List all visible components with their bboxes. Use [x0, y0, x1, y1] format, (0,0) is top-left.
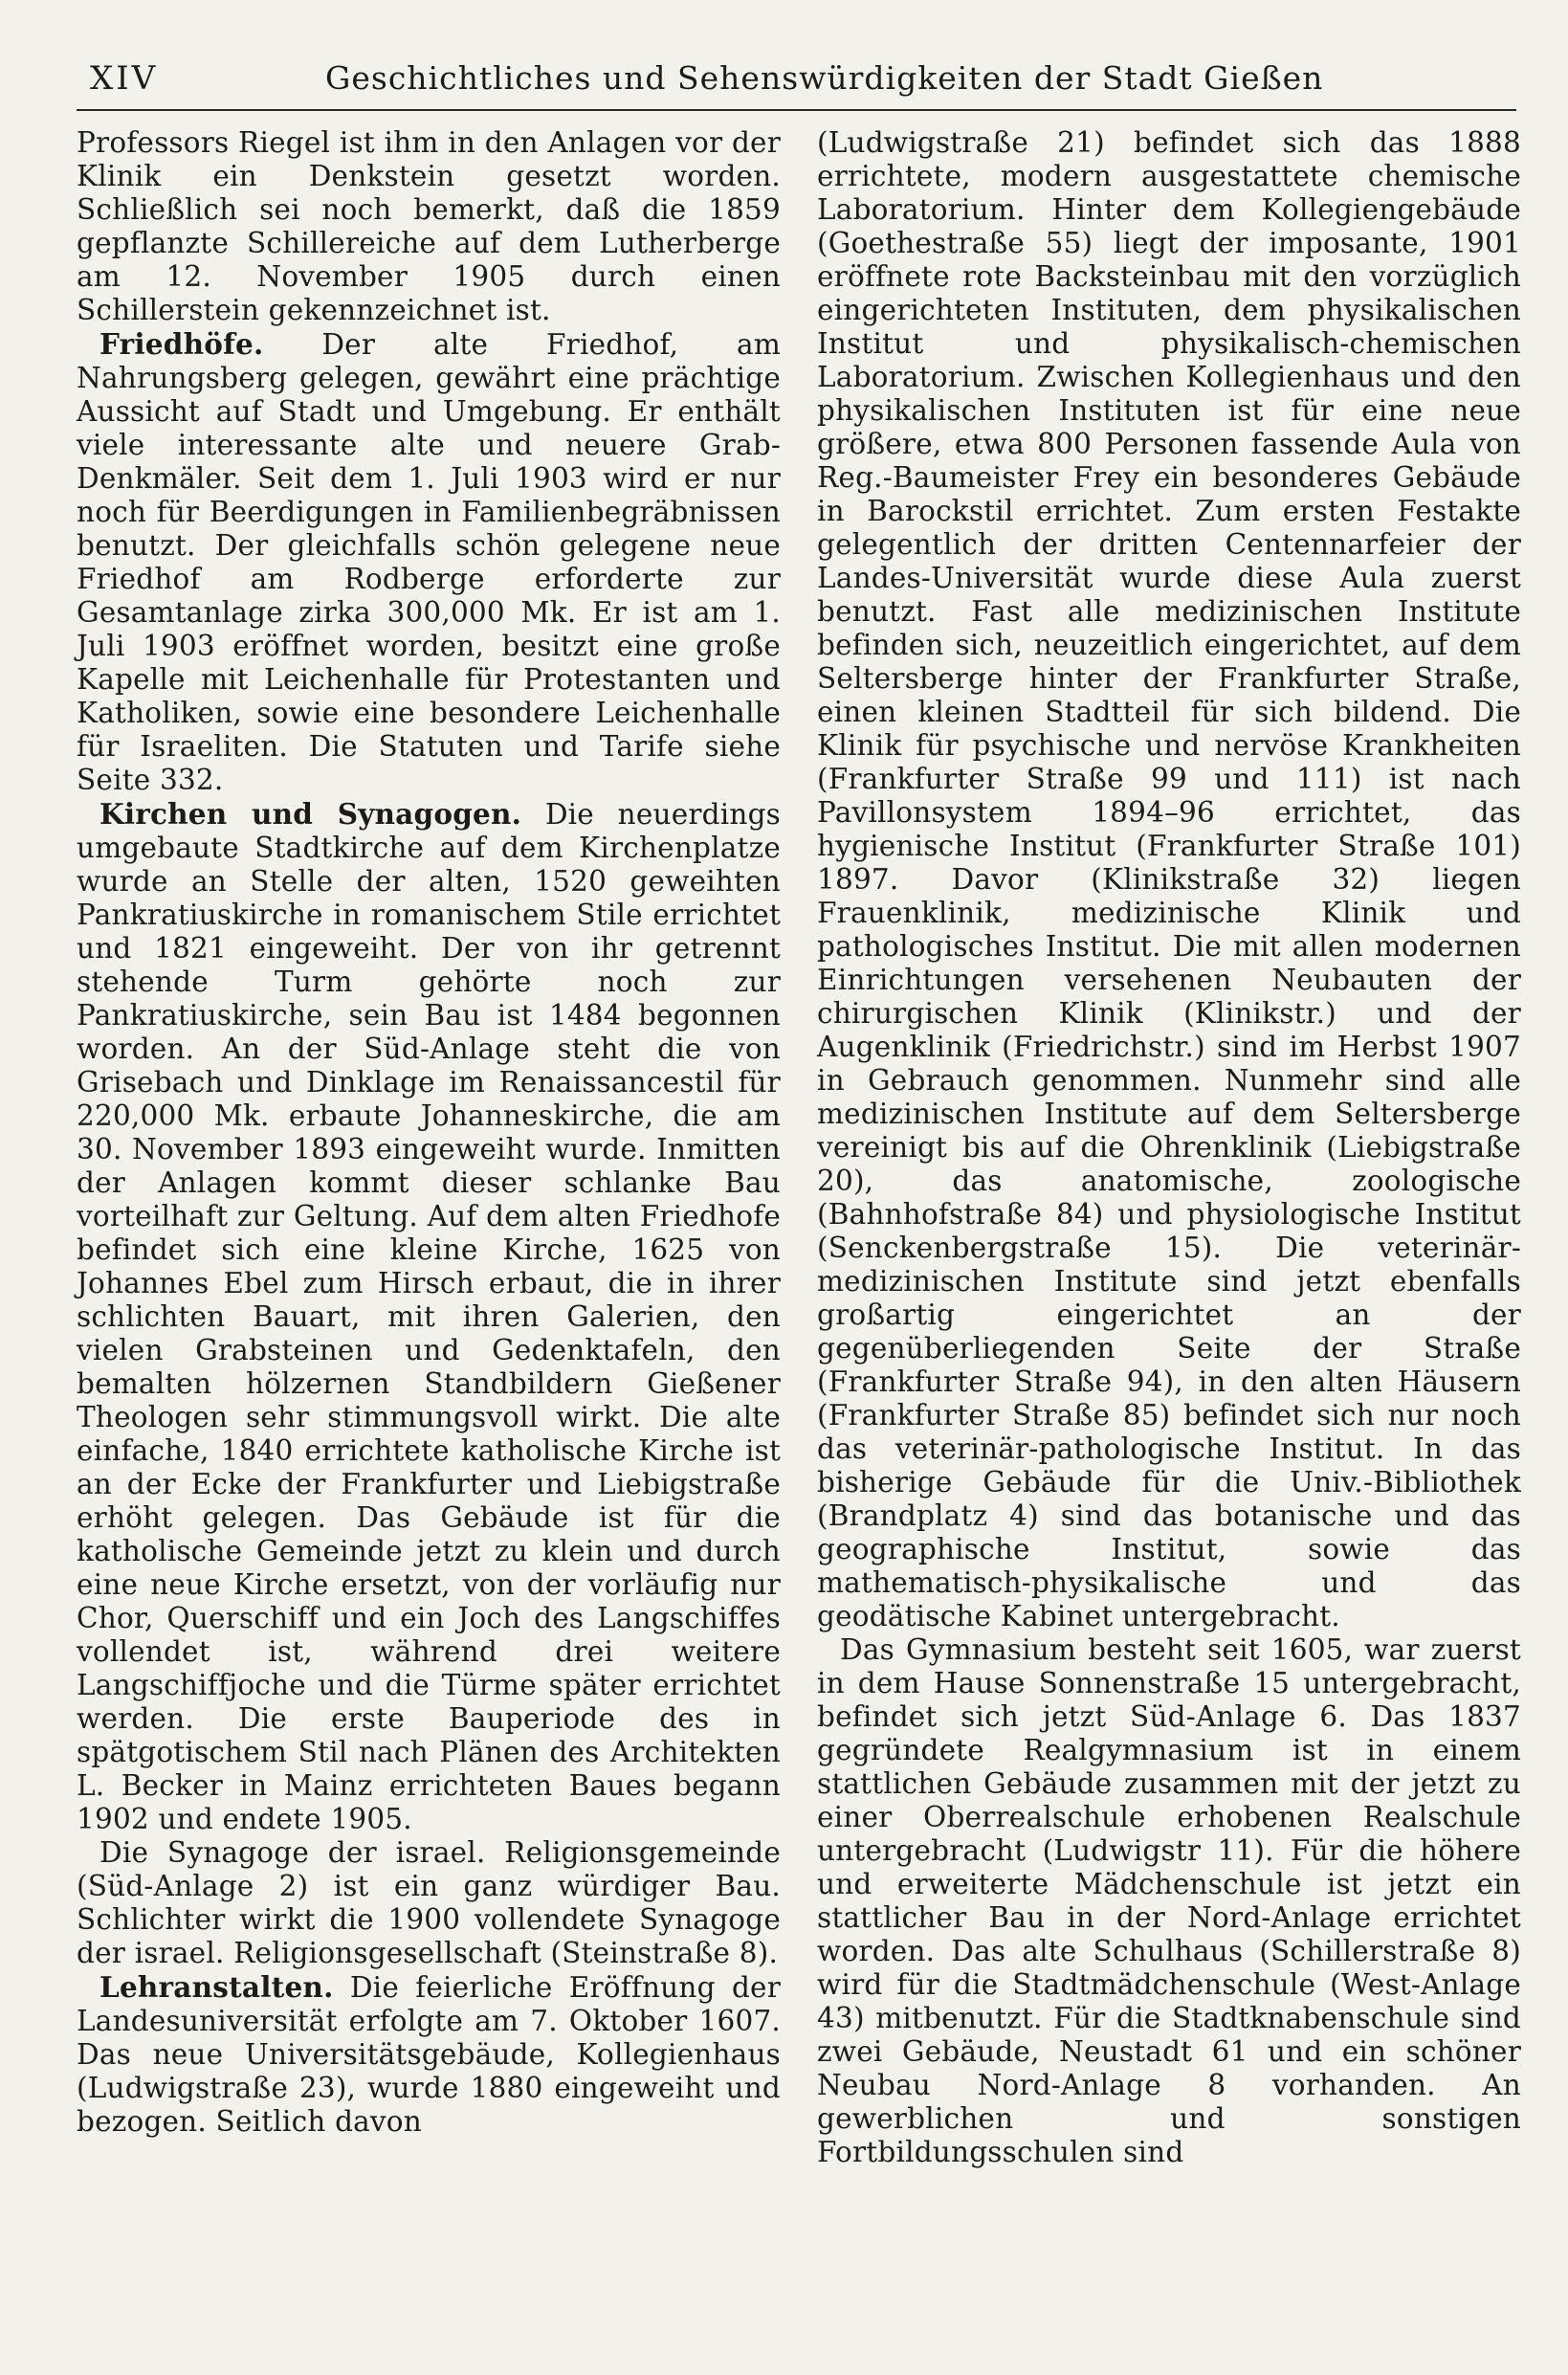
page-number: XIV — [90, 59, 159, 98]
heading-kirchen: Kirchen und Synagogen. — [99, 797, 522, 831]
paragraph-friedhoefe — [77, 327, 781, 797]
running-title: Geschichtliches und Sehenswürdigkeiten der Stadt Gießen — [325, 59, 1324, 97]
text-kirchen: Die neuerdings umgebaute Stadtkirche auf dem Kirchenplatze wurde an Stelle der alten, 1520 geweihten Pankratiuskirche in romanischem Stile errichtet und 1821 eingeweiht. Der von ihr getrennt stehende Turm gehörte noch zur Pankratiuskirche, sein Bau ist 1484 begonnen worden. An der Süd-Anlage steht die von Grisebach und Dinklage im Renaissancestil für 220,000 Mk. erbaute Johanneskirche, die am 30. November 1893 eingeweiht wurde. Inmitten der Anlagen kommt dieser schlanke Bau vorteilhaft zur Geltung. Auf dem alten Friedhofe befindet sich eine kleine Kirche, 1625 von Johannes Ebel zum Hirsch erbaut, die in ihrer schlichten Bauart, mit ihren Galerien, den vielen Grabsteinen und Gedenktafeln, den bemalten hölzernen Standbildern Gießener Theologen sehr stimmungsvoll wirkt. Die alte einfache, 1840 errichtete katholische Kirche ist an der Ecke der Frankfurter und Liebigstraße erhöht gelegen. Das Gebäude ist für die katholische Gemeinde jetzt zu klein und durch eine neue Kirche ersetzt, von der vorläufig nur Chor, Querschiff und ein Joch des Langschiffes vollendet ist, während drei weitere Langschiffjoche und die Türme später errichtet werden. Die erste Bauperiode des in spätgotischem Stil nach Plänen des Architekten L. Becker in Mainz errichteten Baues begann 1902 und endete 1905. — [77, 798, 781, 1835]
left-column — [77, 126, 781, 2139]
paragraph-riegel: Professors Riegel ist ihm in den Anlagen vor der Klinik ein Denkstein gesetzt worden. Schließlich sei noch bemerkt, daß die 1859 gepflanzte Schillereiche auf dem Lutherberge am 12. November 1905 durch einen Schillerstein gekennzeichnet ist. — [77, 126, 781, 326]
header-rule — [77, 109, 1516, 111]
paragraph-synagoge: Die Synagoge der israel. Religionsgemeinde (Süd-Anlage 2) ist ein ganz würdiger Bau. Schlichter wirkt die 1900 vollendete Synagoge der israel. Religionsgesellschaft (Steinstraße 8). — [77, 1836, 781, 1969]
heading-friedhoefe: Friedhöfe. — [99, 327, 264, 361]
paragraph-kirchen — [77, 797, 781, 1836]
paragraph-lehranstalten — [77, 1970, 781, 2139]
heading-lehranstalten: Lehranstalten. — [99, 1970, 334, 2004]
text-lehranstalten: Die feierliche Eröffnung der Landesuniversität erfolgte am 7. Oktober 1607. Das neue Universitätsgebäude, Kollegienhaus (Ludwigstraße 23), wurde 1880 eingeweiht und bezogen. Seitlich davon — [77, 1971, 781, 2138]
page-header — [77, 50, 1512, 111]
text-friedhoefe: Der alte Friedhof, am Nahrungsberg gelegen, gewährt eine prächtige Aussicht auf Stadt und Umgebung. Er enthält viele interessante alte und neuere Grab-Denkmäler. Seit dem 1. Juli 1903 wird er nur noch für Beerdigungen in Familienbegräbnissen benutzt. Der gleichfalls schön gelegene neue Friedhof am Rodberge erforderte zur Gesamtanlage zirka 300,000 Mk. Er ist am 1. Juli 1903 eröffnet worden, besitzt eine große Kapelle mit Leichenhalle für Protestanten und Katholiken, sowie eine besondere Leichenhalle für Israeliten. Die Statuten und Tarife siehe Seite 332. — [77, 328, 781, 796]
right-column — [817, 126, 1521, 2169]
paragraph-institute: (Ludwigstraße 21) befindet sich das 1888 errichtete, modern ausgestattete chemische Laboratorium. Hinter dem Kollegiengebäude (Goethestraße 55) liegt der imposante, 1901 eröffnete rote Backsteinbau mit den vorzüglich eingerichteten Instituten, dem physikalischen Institut und physikalisch-chemischen Laboratorium. Zwischen Kollegienhaus und den physikalischen Instituten ist für eine neue größere, etwa 800 Personen fassende Aula von Reg.-Baumeister Frey ein besonderes Gebäude in Barockstil errichtet. Zum ersten Festakte gelegentlich der dritten Centennarfeier der Landes-Universität wurde diese Aula zuerst benutzt. Fast alle medizinischen Institute befinden sich, neuzeitlich eingerichtet, auf dem Seltersberge hinter der Frankfurter Straße, einen kleinen Stadtteil für sich bildend. Die Klinik für psychische und nervöse Krankheiten (Frankfurter Straße 99 und 111) ist nach Pavillonsystem 1894–96 errichtet, das hygienische Institut (Frankfurter Straße 101) 1897. Davor (Klinikstraße 32) liegen Frauenklinik, medizinische Klinik und pathologisches Institut. Die mit allen modernen Einrichtungen versehenen Neubauten der chirurgischen Klinik (Klinikstr.) und der Augenklinik (Friedrichstr.) sind im Herbst 1907 in Gebrauch genommen. Nunmehr sind alle medizinischen Institute auf dem Seltersberge vereinigt bis auf die Ohrenklinik (Liebigstraße 20), das anatomische, zoologische (Bahnhofstraße 84) und physiologische Institut (Senckenbergstraße 15). Die veterinär-medizinischen Institute sind jetzt ebenfalls großartig eingerichtet an der gegenüberliegenden Seite der Straße (Frankfurter Straße 94), in den alten Häusern (Frankfurter Straße 85) befindet sich nur noch das veterinär-pathologische Institut. In das bisherige Gebäude für die Univ.-Bibliothek (Brandplatz 4) sind das botanische und das geographische Institut, sowie das mathematisch-physikalische und das geodätische Kabinet untergebracht. — [817, 126, 1521, 1632]
paragraph-schulen: Das Gymnasium besteht seit 1605, war zuerst in dem Hause Sonnenstraße 15 untergebracht, befindet sich jetzt Süd-Anlage 6. Das 1837 gegründete Realgymnasium ist in einem stattlichen Gebäude zusammen mit der jetzt zu einer Oberrealschule erhobenen Realschule untergebracht (Ludwigstr 11). Für die höhere und erweiterte Mädchenschule ist jetzt ein stattlicher Bau in der Nord-Anlage errichtet worden. Das alte Schulhaus (Schillerstraße 8) wird für die Stadtmädchenschule (West-Anlage 43) mitbenutzt. Für die Stadtknabenschule sind zwei Gebäude, Neustadt 61 und ein schöner Neubau Nord-Anlage 8 vorhanden. An gewerblichen und sonstigen Fortbildungsschulen sind — [817, 1633, 1521, 2168]
